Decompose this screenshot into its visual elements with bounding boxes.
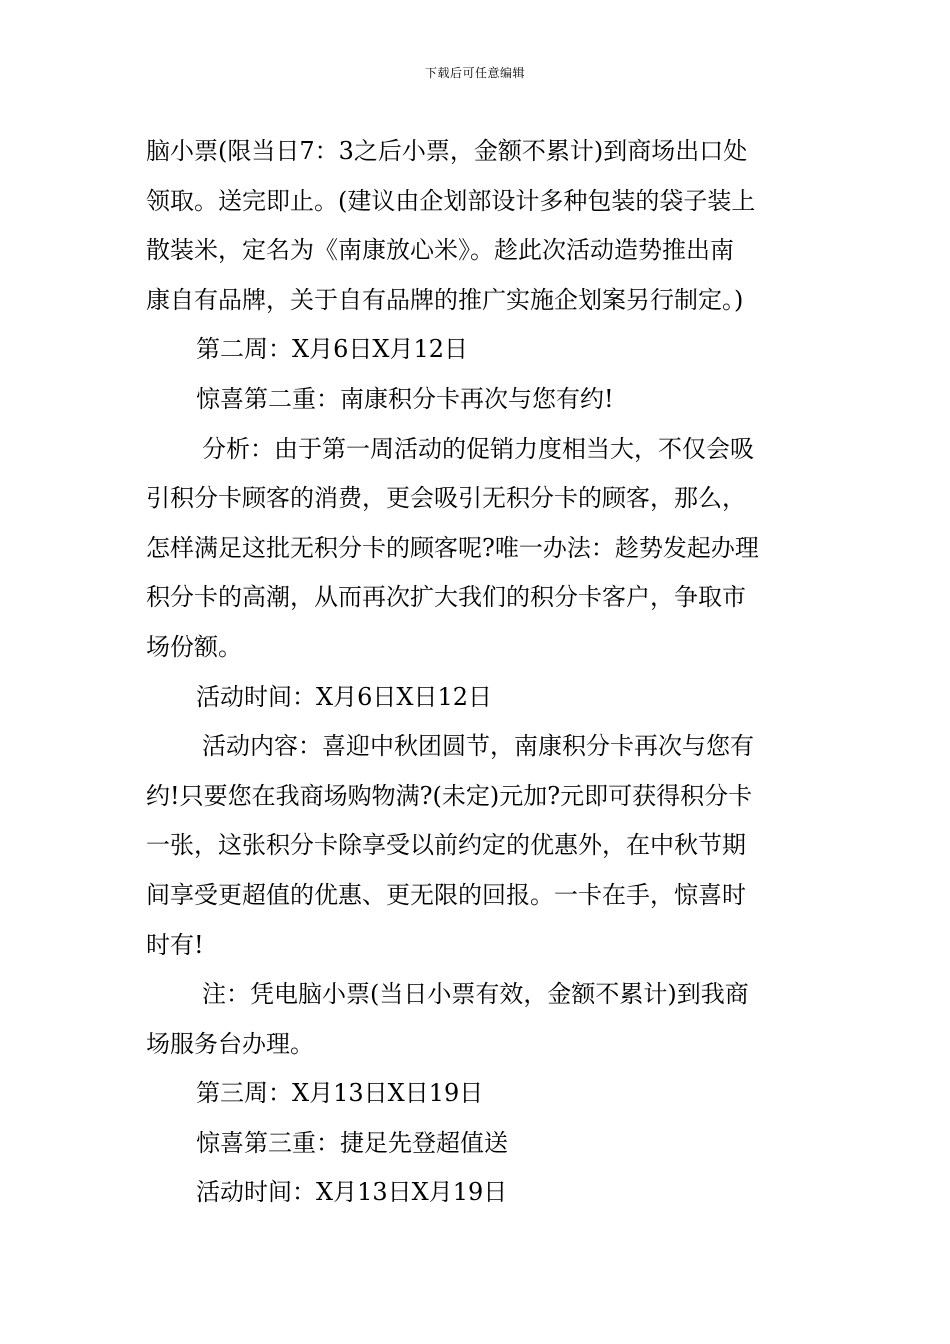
week-two-heading: 第二周：X月6日X月12日 <box>196 335 468 364</box>
text-line: 间享受更超值的优惠、更无限的回报。一卡在手，惊喜时 <box>146 880 746 909</box>
activity-time-line: 活动时间：X月6日X日12日 <box>196 682 492 711</box>
activity-content-paragraph-start: 活动内容：喜迎中秋团圆节，南康积分卡再次与您有 <box>202 732 754 761</box>
text-line: 领取。送完即止。(建议由企划部设计多种包装的袋子装上 <box>146 186 756 215</box>
text-line: 引积分卡顾客的消费，更会吸引无积分卡的顾客，那么， <box>146 484 746 513</box>
week-three-heading: 第三周：X月13日X日19日 <box>196 1079 484 1108</box>
analysis-paragraph-start: 分析：由于第一周活动的促销力度相当大，不仅会吸 <box>202 434 754 463</box>
text-line: 散装米，定名为《南康放心米》。趁此次活动造势推出南 <box>146 236 734 265</box>
text-line: 时有! <box>146 930 204 959</box>
text-line: 场份额。 <box>146 632 242 661</box>
text-line: 康自有品牌，关于自有品牌的推广实施企划案另行制定。) <box>146 285 744 314</box>
activity-time-line: 活动时间：X月13日X月19日 <box>196 1178 508 1207</box>
text-line: 一张，这张积分卡除享受以前约定的优惠外，在中秋节期 <box>146 831 746 860</box>
text-line: 约!只要您在我商场购物满?(未定)元加?元即可获得积分卡 <box>146 781 753 810</box>
document-body <box>146 127 808 1218</box>
surprise-two-heading: 惊喜第二重：南康积分卡再次与您有约! <box>196 384 614 413</box>
surprise-three-heading: 惊喜第三重：捷足先登超值送 <box>196 1128 508 1157</box>
page-header: 下载后可任意编辑 <box>424 66 525 80</box>
text-line: 脑小票(限当日7：3之后小票，金额不累计)到商场出口处 <box>146 137 748 165</box>
note-paragraph-start: 注：凭电脑小票(当日小票有效，金额不累计)到我商 <box>202 980 749 1009</box>
text-line: 场服务台办理。 <box>146 1029 314 1058</box>
text-line: 积分卡的高潮，从而再次扩大我们的积分卡客户，争取市 <box>146 583 746 612</box>
text-line: 怎样满足这批无积分卡的顾客呢?唯一办法：趁势发起办理 <box>146 533 759 562</box>
